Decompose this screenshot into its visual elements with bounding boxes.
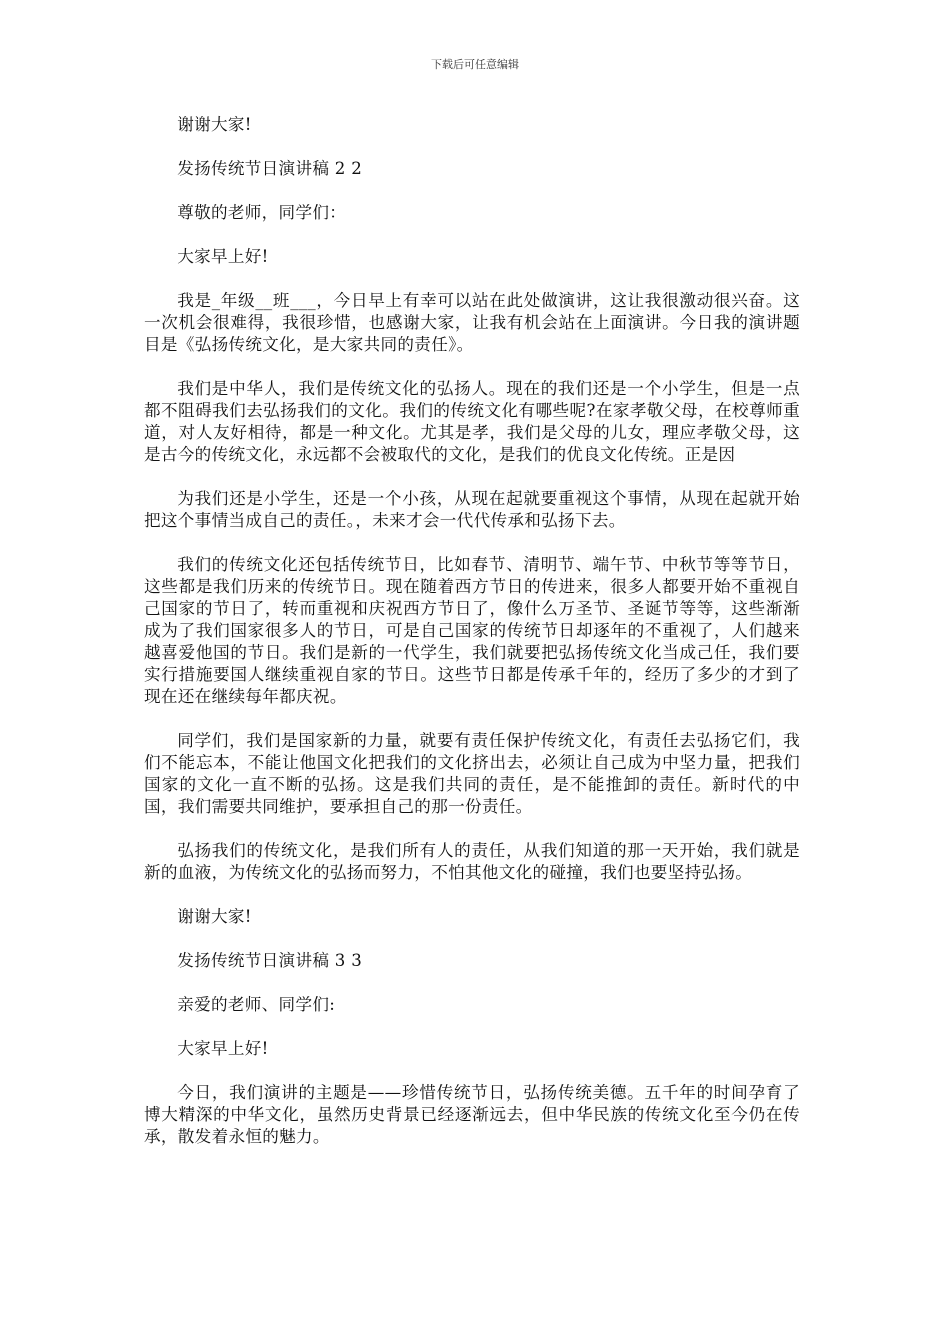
body-paragraph: 同学们，我们是国家新的力量，就要有责任保护传统文化，有责任去弘扬它们，我们不能忘本，不能让他国文化把我们的文化挤出去，必须让自己成为中坚力量，把我们国家的文化一直不断的弘扬。这是我们共同的责任，是不能推卸的责任。新时代的中国，我们需要共同维护，要承担自己的那一份责任。 <box>144 731 800 816</box>
salutation: 尊敬的老师，同学们： <box>177 203 347 222</box>
body-paragraph: 我们是中华人，我们是传统文化的弘扬人。现在的我们还是一个小学生，但是一点都不阻碍我们去弘扬我们的文化。我们的传统文化有哪些呢?在家孝敬父母，在校尊师重道，对人友好相待，都是一种文化。尤其是孝，我们是父母的儿女，理应孝敬父母，这是古今的传统文化，永远都不会被取代的文化，是我们的优良文化传统。正是因 <box>144 379 800 464</box>
greeting: 大家早上好! <box>177 1039 269 1058</box>
body-paragraph: 为我们还是小学生，还是一个小孩，从现在起就要重视这个事情，从现在起就开始把这个事情当成自己的责任。，未来才会一代代传承和弘扬下去。 <box>144 489 800 530</box>
body-paragraph: 我们的传统文化还包括传统节日，比如春节、清明节、端午节、中秋节等等节日，这些都是我们历来的传统节日。现在随着西方节日的传进来，很多人都要开始不重视自己国家的节日了，转而重视和庆祝西方节日了，像什么万圣节、圣诞节等等，这些渐渐成为了我们国家很多人的节日，可是自己国家的传统节日却逐年的不重视了，人们越来越喜爱他国的节日。我们是新的一代学生，我们就要把弘扬传统文化当成己任，我们要实行措施要国人继续重视自家的节日。这些节日都是传承千年的，经历了多少的才到了现在还在继续每年都庆祝。 <box>144 555 800 706</box>
page-header-note: 下载后可任意编辑 <box>431 58 519 71</box>
body-paragraph: 今日，我们演讲的主题是——珍惜传统节日，弘扬传统美德。五千年的时间孕育了博大精深的中华文化，虽然历史背景已经逐渐远去，但中华民族的传统文化至今仍在传承，散发着永恒的魅力。 <box>144 1083 800 1146</box>
body-paragraph: 我是_年级__班___，今日早上有幸可以站在此处做演讲，这让我很激动很兴奋。这一次机会很难得，我很珍惜，也感谢大家，让我有机会站在上面演讲。今日我的演讲题目是《弘扬传统文化，是大家共同的责任》。 <box>144 291 800 354</box>
section-title: 发扬传统节日演讲稿 3 3 <box>177 951 363 970</box>
closing-thanks: 谢谢大家! <box>177 115 252 134</box>
section-title: 发扬传统节日演讲稿 2 2 <box>177 159 363 178</box>
closing-thanks: 谢谢大家! <box>177 907 252 926</box>
document-body <box>144 114 800 1170</box>
salutation: 亲爱的老师、同学们: <box>177 995 336 1014</box>
body-paragraph: 弘扬我们的传统文化，是我们所有人的责任，从我们知道的那一天开始，我们就是新的血液，为传统文化的弘扬而努力，不怕其他文化的碰撞，我们也要坚持弘扬。 <box>144 841 800 882</box>
greeting: 大家早上好! <box>177 247 269 266</box>
